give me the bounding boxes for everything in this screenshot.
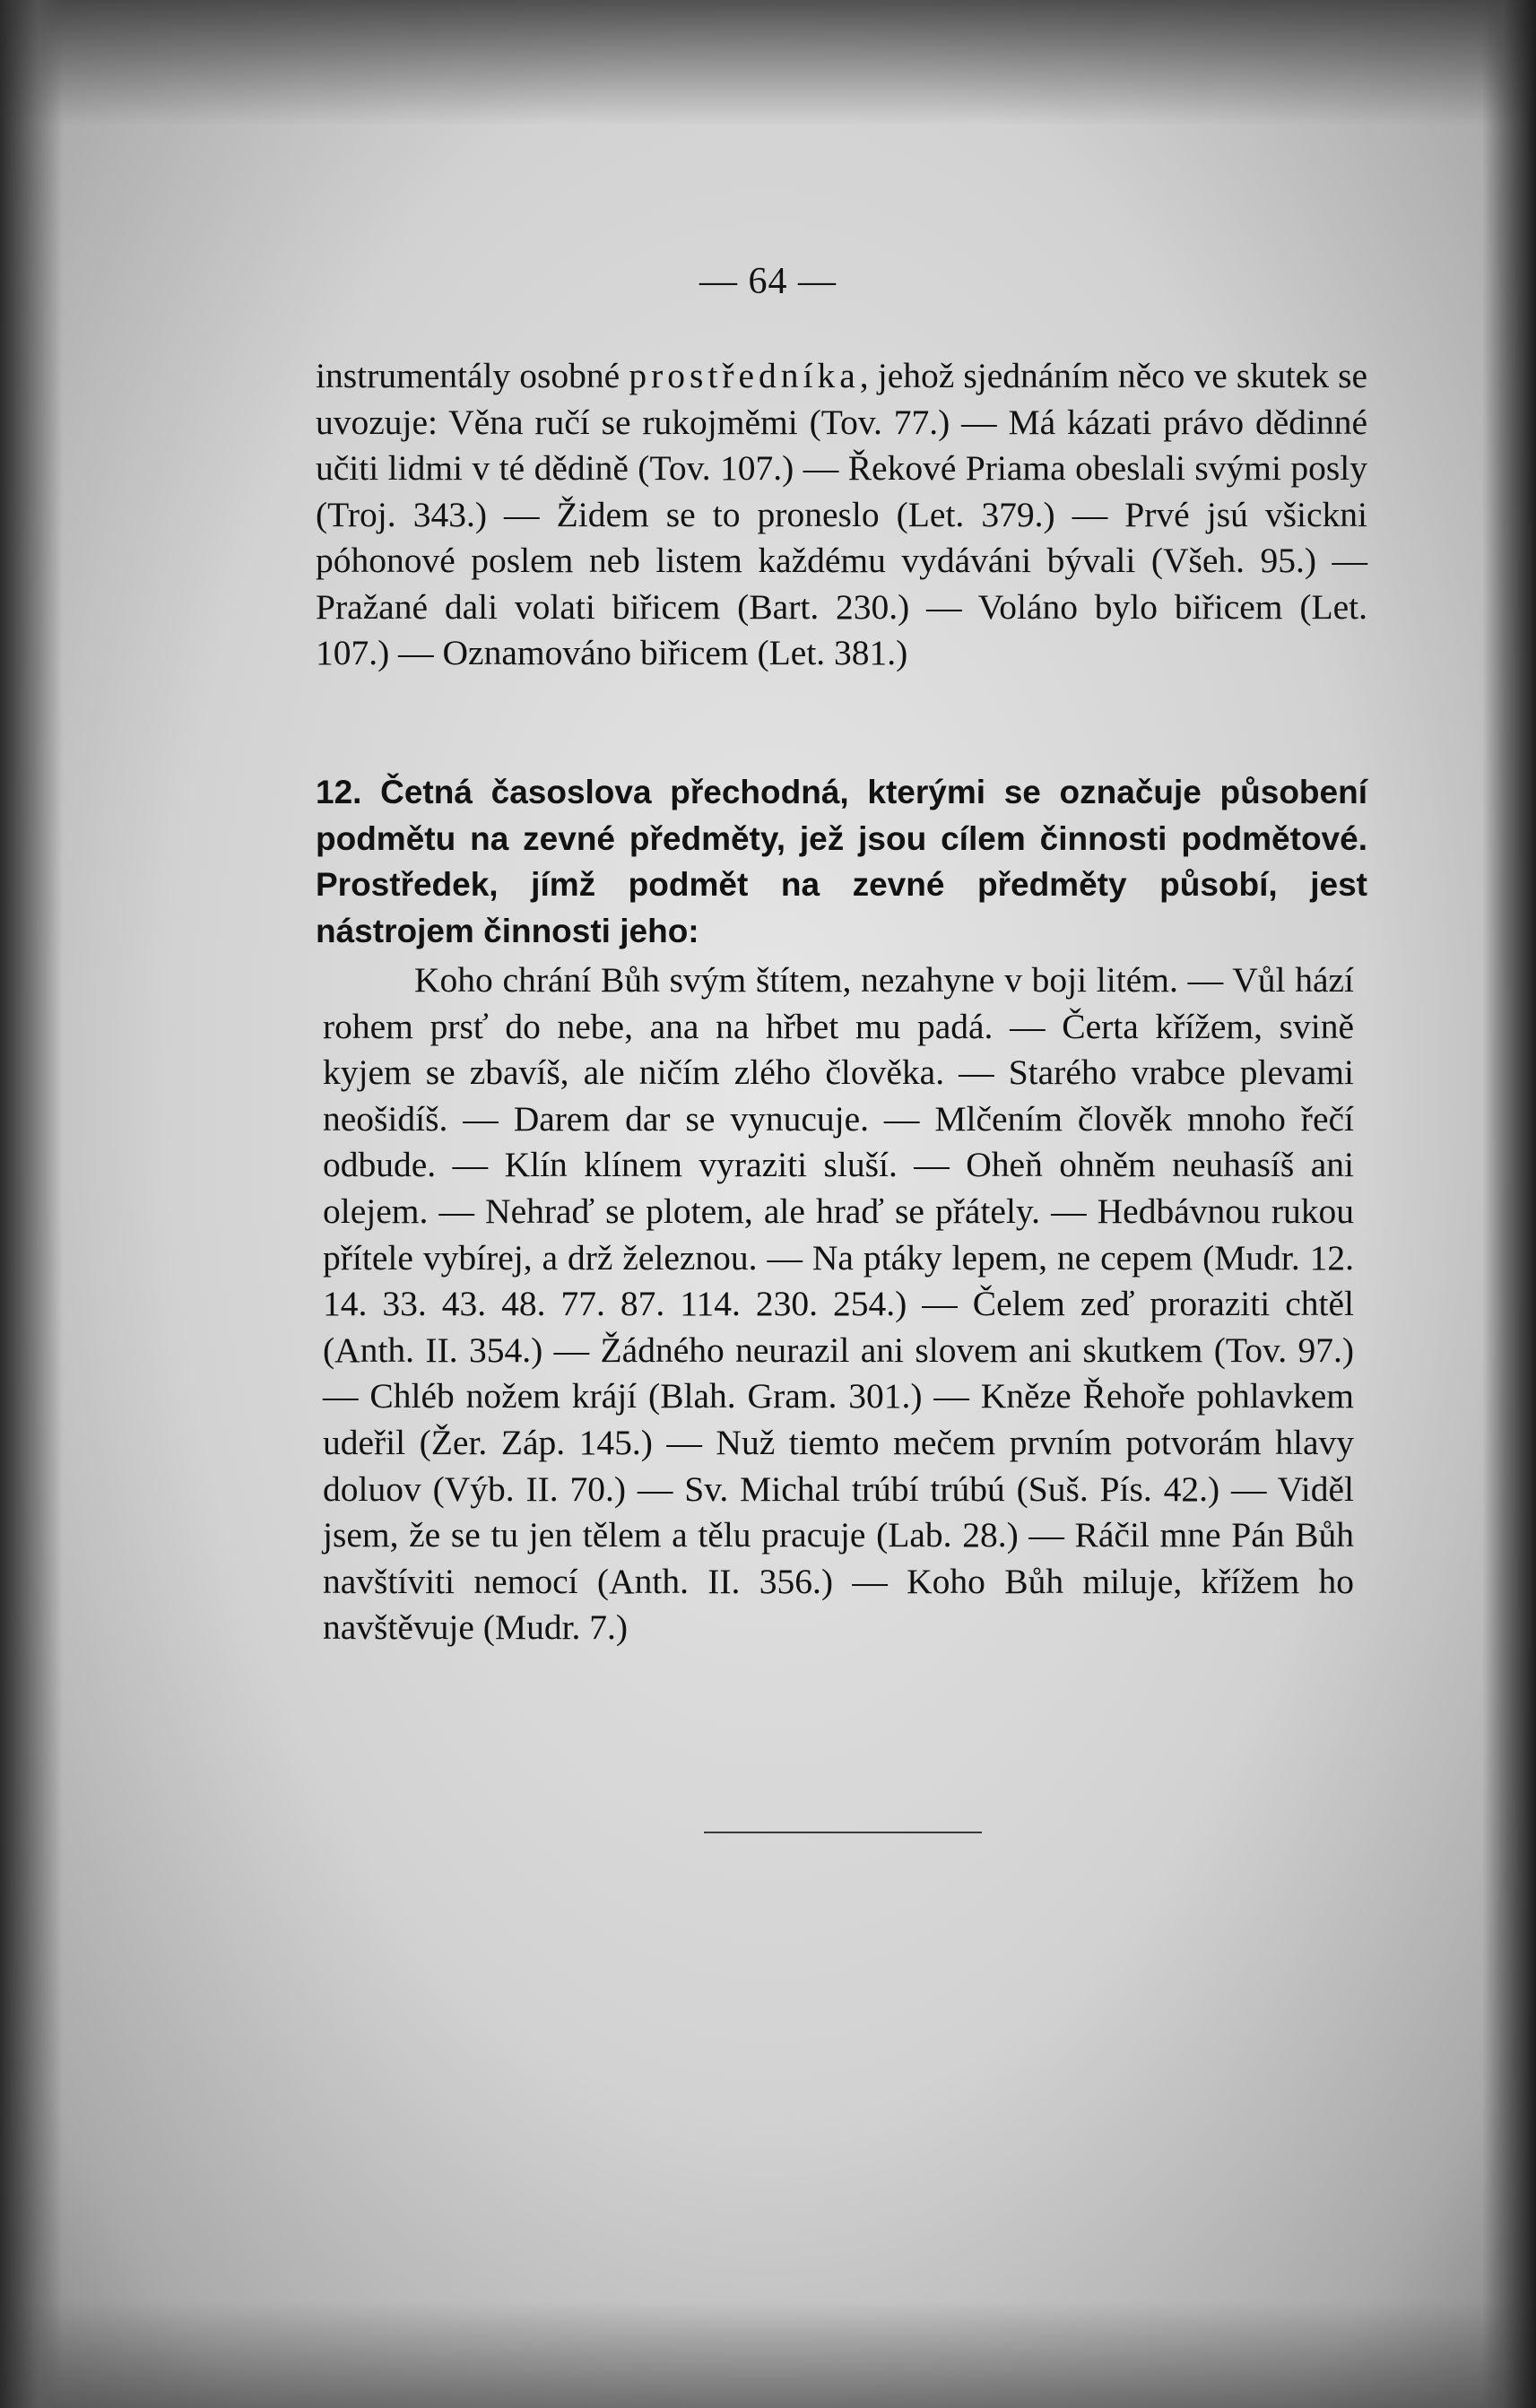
section-end-rule bbox=[704, 1832, 982, 1833]
paragraph1-start: instrumentály osobné bbox=[316, 356, 629, 395]
page-number: — 64 — bbox=[699, 261, 837, 302]
paragraph-proverbs-examples bbox=[323, 957, 1354, 1651]
paragraph1-rest: , jehož sjednáním něco ve skutek se uvozuje: Věna ručí se rukojměmi (Tov. 77.) — Má kázati právo dědinné učiti lidmi v té dědině (Tov. 107.) — Řekové Priama obeslali svými posly (Troj. 343.) — Židem se to proneslo (Let. 379.) — Prvé jsú všickni póhonové poslem neb listem každému vydáváni bývali (Všeh. 95.) — Pražané dali volati biřicem (Bart. 230.) — Voláno bylo biřicem (Let. 107.) — Oznamováno biřicem (Let. 381.) bbox=[316, 356, 1367, 672]
scan-shadow-left bbox=[0, 0, 63, 2408]
paragraph-instrument-intermediary bbox=[316, 353, 1367, 677]
scan-shadow-bottom bbox=[0, 2300, 1536, 2408]
paragraph3-text: Koho chrání Bůh svým štítem, nezahyne v boji litém. — Vůl hází rohem prsť do nebe, ana na hřbet mu padá. — Čerta křížem, svině kyjem se zbavíš, ale ničím zlého člověka. — Starého vrabce plevami neošidíš. — Darem dar se vynucuje. — Mlčením člověk mnoho řečí odbude. — Klín klínem vyraziti sluší. — Oheň ohněm neuhasíš ani olejem. — Nehraď se plotem, ale hraď se přátely. — Hedbávnou rukou přítele vybírej, a drž železnou. — Na ptáky lepem, ne cepem (Mudr. 12. 14. 33. 43. 48. 77. 87. 114. 230. 254.) — Čelem zeď proraziti chtěl (Anth. II. 354.) — Žádného neurazil ani slovem ani skutkem (Tov. 97.) — Chléb nožem krájí (Blah. Gram. 301.) — Kněze Řehoře pohlavkem udeřil (Žer. Záp. 145.) — Nuž tiemto mečem prvním potvorám hlavy doluov (Výb. II. 70.) — Sv. Michal trúbí trúbú (Suš. Pís. 42.) — Viděl jsem, že se tu jen tělem a tělu pracuje (Lab. 28.) — Ráčil mne Pán Bůh navštíviti nemocí (Anth. II. 356.) — Koho Bůh miluje, křížem ho navštěvuje (Mudr. 7.) bbox=[323, 960, 1354, 1648]
section-heading-12: 12. Četná časoslova přechodná, kterými se označuje působení podmětu na zevné předměty, jež jsou cílem činnosti podmětové. Prostředek, jímž podmět na zevné předměty působí, jest nástrojem činnosti jeho: bbox=[316, 774, 1367, 949]
spaced-emphasis-word: prostředníka bbox=[629, 356, 860, 395]
scan-shadow-right bbox=[1482, 0, 1536, 2408]
scan-shadow-top bbox=[0, 0, 1536, 126]
